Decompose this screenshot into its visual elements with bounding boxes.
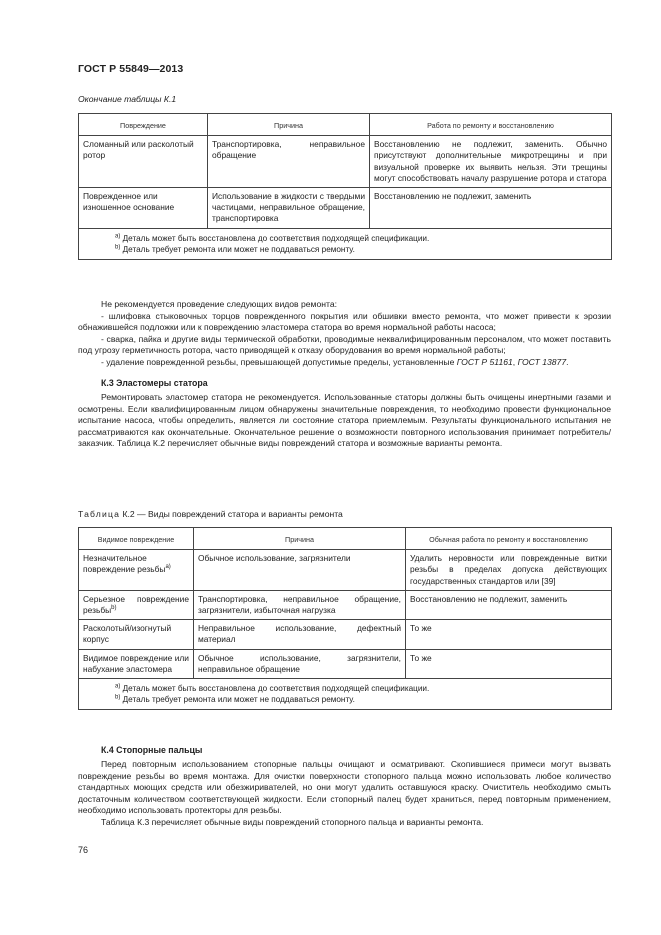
repair-restrictions: [78, 299, 611, 369]
note-text: Деталь требует ремонта или может не поддаваться ремонту.: [122, 244, 355, 254]
table-k1: [78, 113, 612, 260]
column-header: Повреждение: [79, 114, 208, 136]
caption-label: Таблица: [78, 509, 121, 519]
table2-caption: [78, 509, 343, 519]
note-mark: а): [165, 564, 171, 571]
column-header: Обычная работа по ремонту и восстановлению: [406, 528, 612, 550]
table-cell: Обычное использование, загрязнители, неправильное обращение: [194, 649, 406, 678]
table-note: [115, 233, 607, 244]
section-body: [78, 392, 611, 450]
table-cell: Использование в жидкости с твердыми частицами, неправильное обращение, транспортировка: [208, 188, 370, 229]
table-cell: Поврежденное или изношенное основание: [79, 188, 208, 229]
table-header-row: [79, 528, 612, 550]
table-cell: Удалить неровности или поврежденные витки резьбы в пределах допуска действующих государственных стандартов или [39]: [406, 550, 612, 591]
note-mark: b): [115, 243, 121, 250]
column-header: Причина: [194, 528, 406, 550]
table-row: [79, 620, 612, 649]
table-cell: Восстановлению не подлежит, заменить. Обычно присутствуют дополнительные микротрещины и при визуальной проверке их выявить нельзя. Эти трещины могут способствовать началу разрушение ротора и статора: [370, 136, 612, 188]
list-item: [78, 357, 611, 369]
section-heading: К.4 Стопорные пальцы: [101, 745, 203, 755]
standard-reference: ГОСТ Р 51161: [456, 356, 513, 367]
table-header-row: [79, 114, 612, 136]
cell-text: Незначительное повреждение резьбы: [83, 553, 166, 575]
table-cell: [79, 590, 194, 619]
table-note: [115, 244, 607, 255]
document-header: ГОСТ Р 55849—2013: [78, 63, 184, 75]
note-text: Деталь может быть восстановлена до соответствия подходящей спецификации.: [122, 684, 430, 694]
caption-text: К.2 — Виды повреждений статора и варианты ремонта: [120, 509, 343, 519]
note-text: Деталь может быть восстановлена до соответствия подходящей спецификации.: [122, 233, 430, 243]
list-item: - шлифовка стыковочных торцов поврежденного покрытия или обшивки вместо ремонта, что может привести к эрозии обнажившейся подложки или к повреждению эластомера статора во время нормальной работы насоса;: [78, 310, 611, 333]
table-row: [79, 649, 612, 678]
list-item-text: - удаление поврежденной резьбы, превышающей допустимые пределы, установленные: [101, 356, 457, 367]
note-mark: а): [115, 683, 121, 690]
table-k2: [78, 527, 612, 710]
note-mark: b): [111, 605, 117, 612]
standard-reference: ГОСТ 13877: [517, 356, 567, 367]
page-number: 76: [78, 845, 89, 855]
table-cell: Транспортировка, неправильное обращение, загрязнители, избыточная нагрузка: [194, 590, 406, 619]
table-cell: Обычное использование, загрязнители: [194, 550, 406, 591]
table-cell: То же: [406, 620, 612, 649]
paragraph: Ремонтировать эластомер статора не рекомендуется. Использованные статоры должны быть очищены инертными газами и осмотрены. Если квалифицированным лицом обнаружены значительные повреждения, то необходимо провести функциональное испытание насоса, чтобы определить, является ли состояние статора приемлемым. Результаты функционального испытания не рассматриваются как окончательные. Окончательное решение о возможности повторного использования принимает потребитель/заказчик. Таблица К.2 перечисляет обычные виды повреждений статора и возможные варианты ремонта.: [78, 392, 611, 449]
table-cell: Восстановлению не подлежит, заменить: [370, 188, 612, 229]
table-row: [79, 550, 612, 591]
section-heading: К.3 Эластомеры статора: [101, 378, 208, 388]
table-notes: [79, 679, 612, 710]
note-mark: b): [115, 694, 121, 701]
period: .: [566, 356, 569, 367]
table-cell: [79, 550, 194, 591]
note-text: Деталь требует ремонта или может не поддаваться ремонту.: [122, 695, 355, 705]
table-notes-row: [79, 679, 612, 710]
table-row: [79, 188, 612, 229]
table-notes-row: [79, 228, 612, 259]
table-cell: Восстановлению не подлежит, заменить: [406, 590, 612, 619]
column-header: Видимое повреждение: [79, 528, 194, 550]
table-row: [79, 136, 612, 188]
paragraph: Не рекомендуется проведение следующих видов ремонта:: [101, 299, 337, 309]
table-cell: Транспортировка, неправильное обращение: [208, 136, 370, 188]
paragraph: Перед повторным использованием стопорные пальцы очищают и осматривают. Скопившиеся примеси могут вызвать повреждение резьбы во время монтажа. Для очистки поверхности стопорного пальца можно использовать любое количество стандартных моющих средств или обезжиривателей, но они могут удалить оставшуюся краску. Очиститель необходимо смыть достаточным количеством соответствующей жидкости. Если стопорный палец будет храниться, перед повторным применением, необходимо использовать протекторы для резьбы.: [78, 759, 611, 816]
table-cell: То же: [406, 649, 612, 678]
table-note: [115, 694, 607, 705]
table-cell: Неправильное использование, дефектный материал: [194, 620, 406, 649]
note-mark: а): [115, 232, 121, 239]
table1-caption: Окончание таблицы К.1: [78, 94, 177, 104]
column-header: Причина: [208, 114, 370, 136]
table-notes: [79, 228, 612, 259]
table-cell: Расколотый/изогнутый корпус: [79, 620, 194, 649]
separator: ,: [512, 356, 518, 367]
cell-text: Серьезное повреждение резьбы: [83, 593, 189, 616]
table-cell: Видимое повреждение или набухание эластомера: [79, 649, 194, 678]
table-row: [79, 590, 612, 619]
list-item: - сварка, пайка и другие виды термической обработки, проводимые неквалифицированным персоналом, что может поставить под угрозу герметичность ротора, часто приводящей к отказу оборудования во время нормальной работы;: [78, 333, 611, 356]
column-header: Работа по ремонту и восстановлению: [370, 114, 612, 136]
section-body: [78, 759, 611, 829]
table-cell: Сломанный или расколотый ротор: [79, 136, 208, 188]
table-note: [115, 683, 607, 694]
paragraph: Таблица К.3 перечисляет обычные виды повреждений стопорного пальца и варианты ремонта.: [101, 816, 484, 827]
